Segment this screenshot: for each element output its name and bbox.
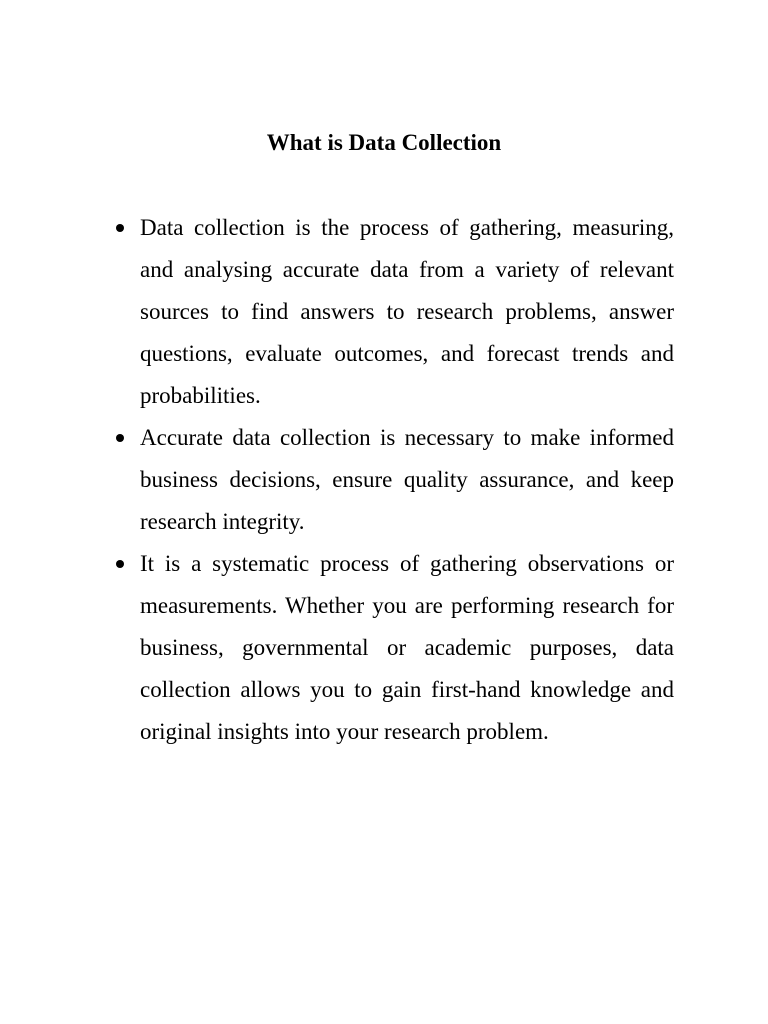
bullet-item [140, 543, 674, 753]
bullet-item [140, 207, 674, 417]
bullet-dot-icon [116, 224, 124, 232]
bullet-text: Data collection is the process of gathering, measuring, and analysing accurate data from a variety of relevant sources to find answers to research problems, answer questions, evaluate outcomes, and forecast trends and probabilities. [140, 215, 674, 408]
bullet-text: It is a systematic process of gathering observations or measurements. Whether you are performing research for business, governmental or academic purposes, data collection allows you to gain first-hand knowledge and original insights into your research problem. [140, 551, 674, 744]
bullet-dot-icon [116, 560, 124, 568]
bullet-list [140, 207, 674, 753]
bullet-dot-icon [116, 434, 124, 442]
page-title: What is Data Collection [266, 130, 502, 155]
bullet-item [140, 417, 674, 543]
bullet-text: Accurate data collection is necessary to make informed business decisions, ensure quality assurance, and keep research integrity. [140, 425, 674, 534]
